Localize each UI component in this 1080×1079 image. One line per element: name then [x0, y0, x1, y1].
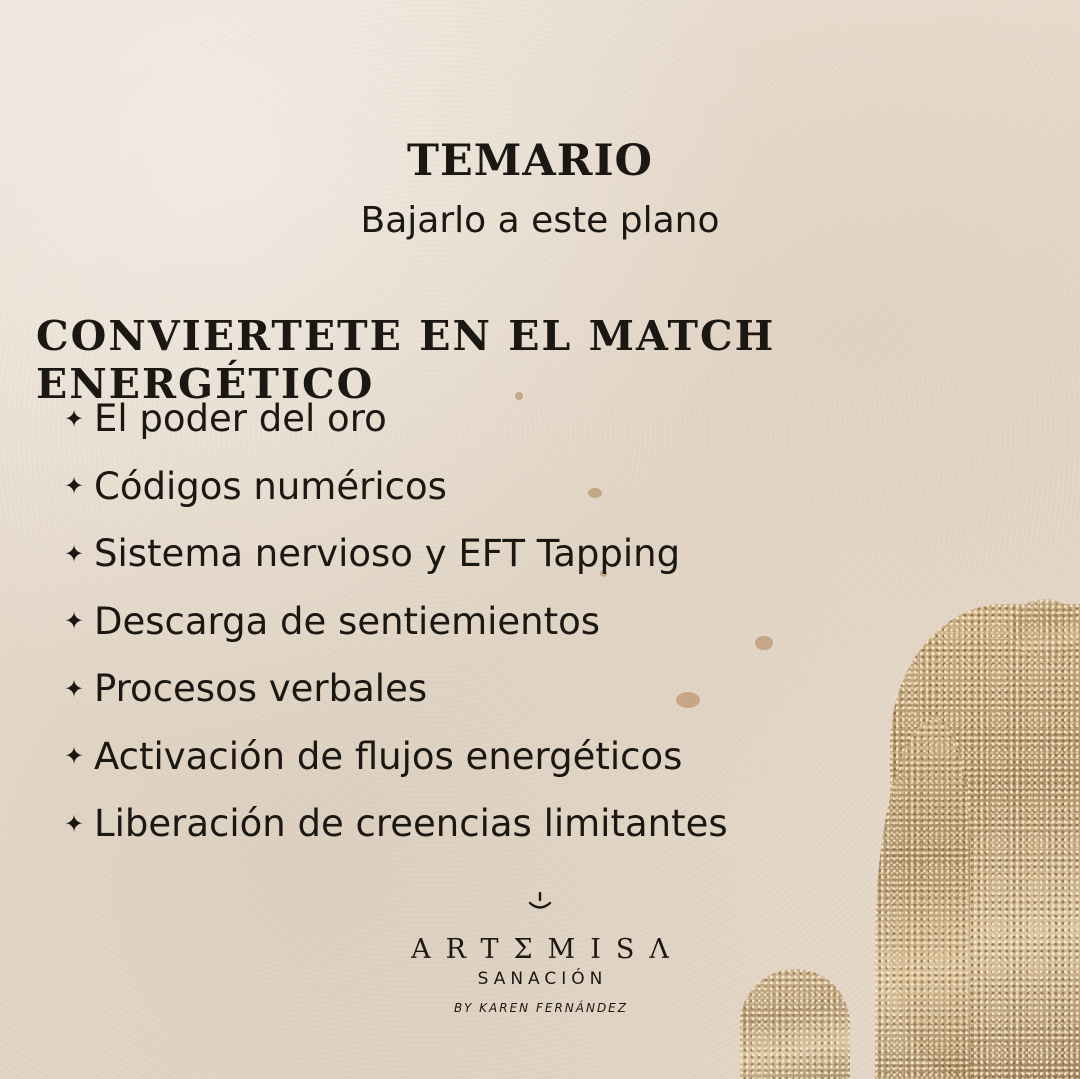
list-item-label: Códigos numéricos — [94, 464, 447, 508]
list-item — [62, 790, 728, 858]
four-point-star-icon: ✦ — [63, 607, 85, 636]
smile-icon — [527, 892, 553, 912]
list-item-label: Procesos verbales — [94, 667, 428, 711]
gold-glitter-decoration — [875, 719, 970, 1079]
list-item-label: Descarga de sentiemientos — [94, 599, 601, 643]
four-point-star-icon: ✦ — [63, 674, 85, 703]
list-item-label: Liberación de creencias limitantes — [94, 802, 728, 846]
list-item — [62, 655, 728, 723]
list-item — [62, 723, 728, 791]
page-title: TEMARIO — [406, 136, 654, 186]
list-item — [62, 588, 728, 656]
brand-tagline: SANACIÓN — [477, 969, 608, 989]
section-heading: CONVIERTETE EN EL MATCH ENERGÉTICO — [36, 312, 776, 408]
topic-list — [62, 385, 728, 858]
gold-glitter-decoration — [1010, 599, 1080, 659]
gold-glitter-decoration — [740, 969, 850, 1079]
gold-speck — [755, 636, 773, 650]
brand-name: ARTΣMISΛ — [411, 934, 684, 965]
list-item — [62, 520, 728, 588]
list-item — [62, 385, 728, 453]
list-item-label: El poder del oro — [94, 397, 387, 441]
page-subtitle: Bajarlo a este plano — [360, 200, 720, 241]
four-point-star-icon: ✦ — [63, 539, 85, 568]
gold-glitter-decoration — [890, 604, 1080, 1079]
brand-byline: BY KAREN FERNÁNDEZ — [454, 1001, 628, 1015]
list-item-label: Sistema nervioso y EFT Tapping — [94, 532, 681, 576]
brand-logo — [340, 892, 740, 1015]
four-point-star-icon: ✦ — [63, 472, 85, 501]
list-item-label: Activación de flujos energéticos — [94, 734, 683, 778]
four-point-star-icon: ✦ — [63, 742, 85, 771]
four-point-star-icon: ✦ — [63, 809, 85, 838]
four-point-star-icon: ✦ — [63, 404, 85, 433]
list-item — [62, 453, 728, 521]
